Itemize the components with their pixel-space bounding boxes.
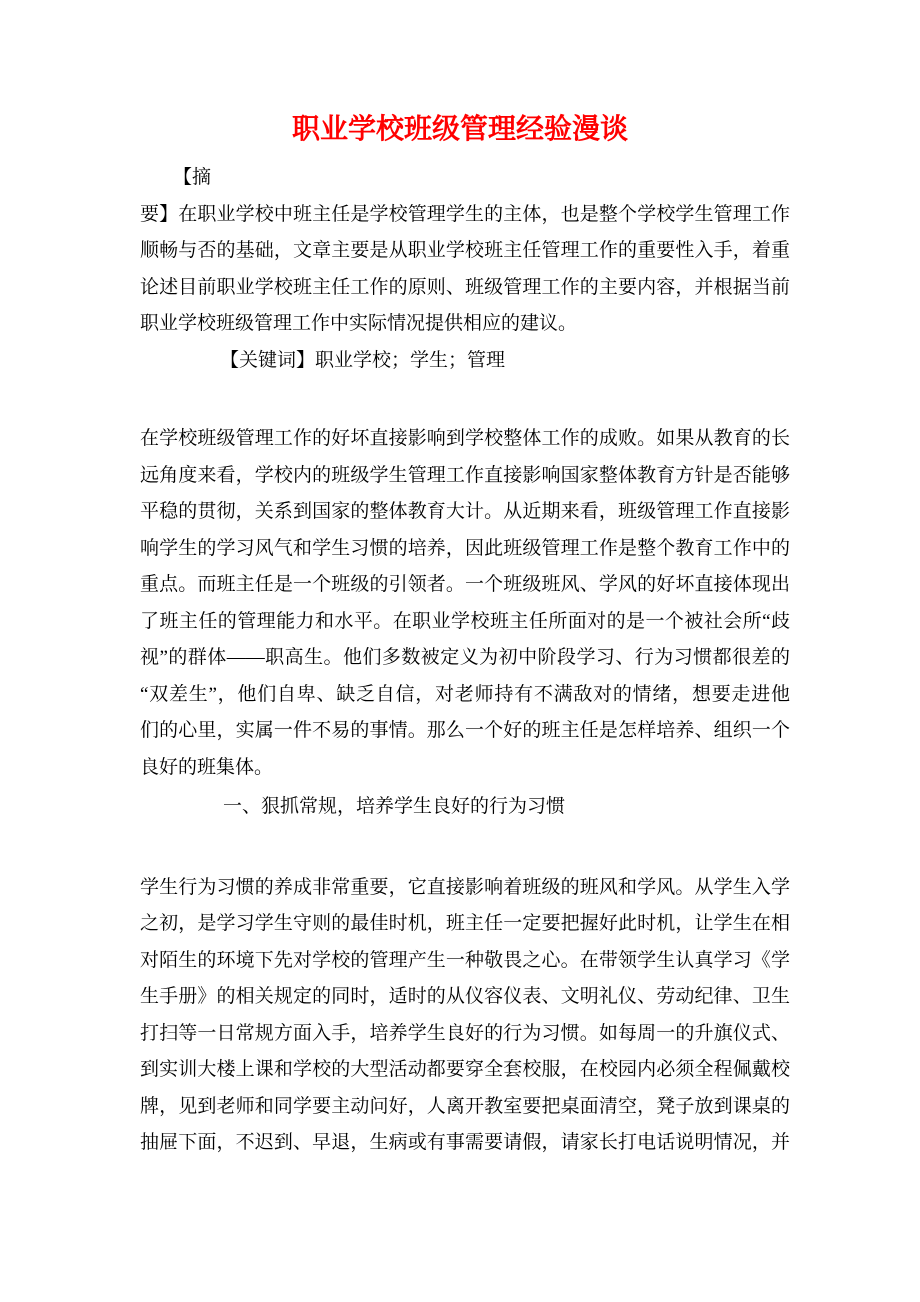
section1-line: 生手册》的相关规定的同时，适时的从仪容仪表、文明礼仪、劳动纪律、卫生 xyxy=(140,986,790,1007)
intro-line: 响学生的学习风气和学生习惯的培养，因此班级管理工作是整个教育工作中的 xyxy=(140,537,790,559)
section-heading: 一、狠抓常规，培养学生良好的行为习惯 xyxy=(223,796,566,817)
section1-line: 学生行为习惯的养成非常重要，它直接影响着班级的班风和学风。从学生入学 xyxy=(140,876,790,898)
intro-line: “双差生”，他们自卑、缺乏自信，对老师持有不满敌对的情绪，想要走进他 xyxy=(140,683,790,705)
intro-line: 良好的班集体。 xyxy=(140,756,274,778)
abstract-line: 顺畅与否的基础，文章主要是从职业学校班主任管理工作的重要性入手，着重 xyxy=(140,240,790,261)
intro-line: 们的心里，实属一件不易的事情。那么一个好的班主任是怎样培养、组织一个 xyxy=(140,720,790,741)
section1-line: 打扫等一日常规方面入手，培养学生良好的行为习惯。如每周一的升旗仪式、 xyxy=(140,1022,790,1044)
intro-line: 远角度来看，学校内的班级学生管理工作直接影响国家整体教育方针是否能够 xyxy=(140,464,790,486)
abstract-line: 论述目前职业学校班主任工作的原则、班级管理工作的主要内容，并根据当前 xyxy=(140,276,790,298)
section1-line: 对陌生的环境下先对学校的管理产生一种敬畏之心。在带领学生认真学习《学 xyxy=(140,949,790,971)
intro-line: 了班主任的管理能力和水平。在职业学校班主任所面对的是一个被社会所“歧 xyxy=(140,610,790,632)
section1-paragraph xyxy=(140,870,790,1162)
intro-line: 重点。而班主任是一个班级的引领者。一个班级班风、学风的好坏直接体现出 xyxy=(140,574,790,595)
abstract-line: 职业学校班级管理工作中实际情况提供相应的建议。 xyxy=(140,313,578,334)
abstract-paragraph xyxy=(140,160,790,343)
document-title: 职业学校班级管理经验漫谈 xyxy=(291,113,628,144)
intro-line: 平稳的贯彻，关系到国家的整体教育大计。从近期来看，班级管理工作直接影 xyxy=(140,501,790,522)
intro-line: 在学校班级管理工作的好坏直接影响到学校整体工作的成败。如果从教育的长 xyxy=(140,428,790,449)
intro-line: 视”的群体——职高生。他们多数被定义为初中阶段学习、行为习惯都很差的 xyxy=(140,647,790,668)
section1-line: 牌，见到老师和同学要主动问好，人离开教室要把桌面清空，凳子放到课桌的 xyxy=(140,1095,790,1117)
abstract-line: 要】在职业学校中班主任是学校管理学生的主体，也是整个学校学生管理工作 xyxy=(140,203,790,225)
intro-paragraph xyxy=(140,421,790,786)
abstract-line: 【摘 xyxy=(173,167,212,188)
section1-line: 之初，是学习学生守则的最佳时机，班主任一定要把握好此时机，让学生在相 xyxy=(140,913,790,934)
section1-line: 抽屉下面，不迟到、早退，生病或有事需要请假，请家长打电话说明情况，并 xyxy=(140,1132,790,1153)
document-body xyxy=(0,160,920,1162)
keywords-line: 【关键词】职业学校；学生；管理 xyxy=(220,349,506,371)
section1-line: 到实训大楼上课和学校的大型活动都要穿全套校服，在校园内必须全程佩戴校 xyxy=(140,1059,790,1080)
